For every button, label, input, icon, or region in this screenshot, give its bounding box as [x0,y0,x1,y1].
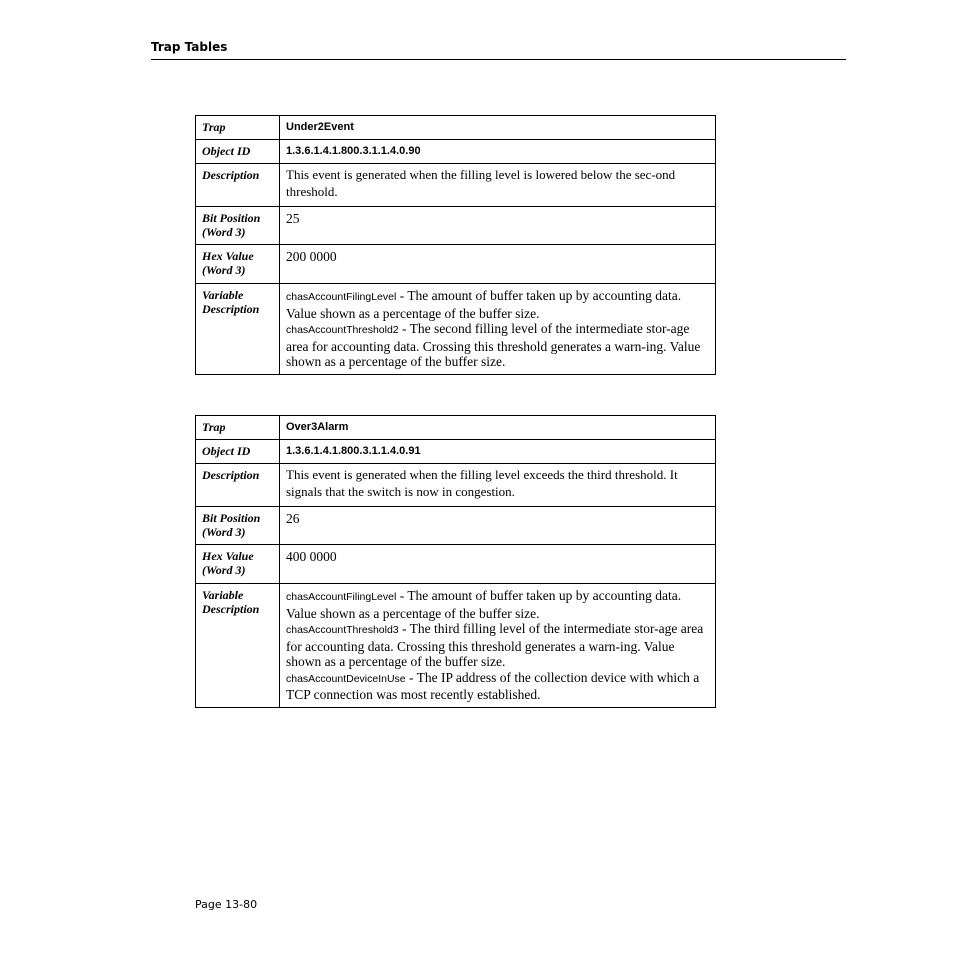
bit-position-value: 26 [280,507,716,545]
label-line: (Word 3) [202,263,246,277]
trap-name: Over3Alarm [280,416,716,440]
table-row [196,116,716,140]
label-line: (Word 3) [202,525,246,539]
variable-text: - The third filling level of the intermediate stor-age area for accounting data. Crossing this threshold generates a warn-ing. Value shown as a percentage of the buffer size. [286,621,704,669]
variable-name: chasAccountThreshold2 [286,324,399,336]
variable-text: - The IP address of the collection device with which a TCP connection was most recently established. [286,669,700,702]
variable-entry [286,588,709,621]
table-row [196,440,716,464]
row-label-description: Description [196,164,280,207]
table-row [196,545,716,584]
label-line: Variable [202,588,244,602]
trap-table-under2event [195,115,716,375]
trap-table-over3alarm [195,415,716,708]
variable-entry [286,621,709,670]
table-row [196,464,716,507]
variable-entry [286,288,709,321]
row-label-trap: Trap [196,116,280,140]
hex-value: 200 0000 [280,245,716,284]
variable-name: chasAccountDeviceInUse [286,672,406,685]
table-row [196,507,716,545]
description-value: This event is generated when the filling level is lowered below the sec-ond threshold. [280,164,716,207]
variable-name: chasAccountThreshold3 [286,624,399,636]
object-id-value: 1.3.6.1.4.1.800.3.1.1.4.0.91 [280,440,716,464]
row-label-bit-position [196,207,280,245]
table-row [196,416,716,440]
variable-name: chasAccountFilingLevel [286,291,397,303]
row-label-variable-description [196,284,280,375]
row-label-description: Description [196,464,280,507]
label-line: Description [202,602,260,616]
table-row [196,164,716,207]
table-row [196,140,716,164]
row-label-hex-value [196,245,280,284]
variable-entry [286,670,709,703]
hex-value: 400 0000 [280,545,716,584]
label-line: Hex Value [202,549,254,563]
trap-name: Under2Event [280,116,716,140]
row-label-object-id: Object ID [196,440,280,464]
label-line: Description [202,302,260,316]
table-row [196,584,716,708]
label-line: Variable [202,288,244,302]
page-number: Page 13-80 [195,898,258,911]
variable-description-value [280,284,716,375]
label-line: Hex Value [202,249,254,263]
row-label-hex-value [196,545,280,584]
variable-name: chasAccountFilingLevel [286,591,397,603]
description-value: This event is generated when the filling level exceeds the third threshold. It signals that the switch is now in congestion. [280,464,716,507]
header-rule [151,59,846,60]
label-line: (Word 3) [202,563,246,577]
variable-text: - The amount of buffer taken up by accounting data. Value shown as a percentage of the buffer size. [286,288,682,321]
row-label-object-id: Object ID [196,140,280,164]
bit-position-value: 25 [280,207,716,245]
object-id-value: 1.3.6.1.4.1.800.3.1.1.4.0.90 [280,140,716,164]
label-line: Bit Position [202,211,261,225]
table-row [196,245,716,284]
row-label-variable-description [196,584,280,708]
label-line: Bit Position [202,511,261,525]
row-label-trap: Trap [196,416,280,440]
table-row [196,207,716,245]
running-header: Trap Tables [151,40,228,54]
variable-text: - The second filling level of the intermediate stor-age area for accounting data. Crossing this threshold generates a warn-ing. Value shown as a percentage of the buffer size. [286,321,701,369]
label-line: (Word 3) [202,225,246,239]
variable-entry [286,321,709,370]
row-label-bit-position [196,507,280,545]
variable-text: - The amount of buffer taken up by accounting data. Value shown as a percentage of the buffer size. [286,588,682,621]
variable-description-value [280,584,716,708]
table-row [196,284,716,375]
